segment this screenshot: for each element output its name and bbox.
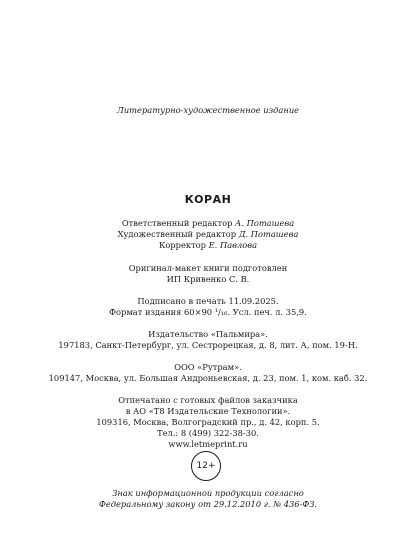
credit-role: Художественный редактор — [117, 229, 237, 239]
credit-role: Корректор — [158, 240, 206, 250]
publisher-2-name: ООО «Рутрам». — [174, 362, 242, 372]
publisher-2-block — [40, 362, 376, 384]
edition-type — [40, 105, 376, 116]
publisher-1-name: Издательство «Пальмира». — [148, 329, 268, 339]
signed-to-print: Подписано в печать 11.09.2025. — [137, 296, 279, 306]
information-notice — [40, 488, 376, 510]
edition-type-text: Литературно-художественное издание — [116, 105, 300, 115]
age-rating-badge: 12+ — [191, 451, 221, 481]
credit-line — [40, 240, 376, 251]
layout-block — [40, 263, 376, 285]
printer-block — [40, 395, 376, 450]
credit-name: Е. Павлова — [208, 240, 258, 250]
credit-line — [40, 229, 376, 240]
edition-format: Формат издания 60×90 ¹/₁₆. Усл. печ. л. 35,9. — [109, 307, 307, 317]
publisher-1-address: 197183, Санкт-Петербург, ул. Сестрорецкая, д. 8, лит. А, пом. 19-Н. — [58, 340, 358, 350]
publisher-1-block — [40, 329, 376, 351]
credit-name: Д. Поташева — [238, 229, 299, 239]
layout-line-2: ИП Кривенко С. В. — [166, 274, 250, 284]
layout-line-1: Оригинал-макет книги подготовлен — [128, 263, 288, 273]
notice-line-1: Знак информационной продукции согласно — [112, 488, 304, 498]
printer-phone: Тел.: 8 (499) 322-38-30. — [157, 428, 259, 438]
publisher-2-address: 109147, Москва, ул. Большая Андроньевская, д. 23, пом. 1, ком. каб. 32. — [48, 373, 368, 383]
printer-address: 109316, Москва, Волгоградский пр., д. 42, корп. 5. — [96, 417, 320, 427]
book-title: КОРАН — [184, 193, 232, 206]
credit-line — [40, 218, 376, 229]
printer-line-2: в АО «Т8 Издательские Технологии». — [125, 406, 291, 416]
printer-line-1: Отпечатано с готовых файлов заказчика — [118, 395, 298, 405]
printer-website: www.letmeprint.ru — [168, 439, 248, 449]
print-block — [40, 296, 376, 318]
notice-line-2: Федеральному закону от 29.12.2010 г. № 436-ФЗ. — [98, 499, 318, 509]
credit-name: А. Поташева — [235, 218, 295, 228]
credits-block — [40, 218, 376, 251]
credit-role: Ответственный редактор — [121, 218, 233, 228]
